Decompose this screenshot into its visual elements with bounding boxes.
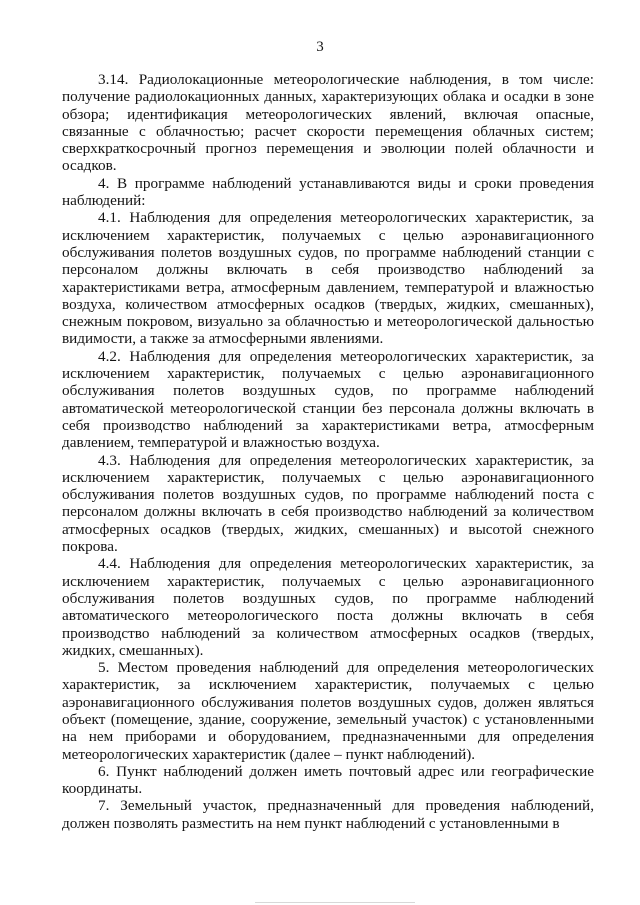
page-number: 3 (316, 39, 324, 55)
paragraph-6: 6. Пункт наблюдений должен иметь почтовый адрес или географические координаты. (62, 762, 594, 798)
paragraph-7: 7. Земельный участок, предназначенный для проведения наблюдений, должен позволять разместить на нем пункт наблюдений с установленными в (62, 797, 594, 832)
paragraph-5: 5. Местом проведения наблюдений для определения метеорологических характеристик, за исключением характеристик, получаемых с целью аэронавигационного обслуживания полетов воздушных судов, должен являться объект (помещение, здание, сооружение, земельный участок) с установленными на нем приборами и оборудованием, предназначенными для определения метеорологических характеристик (далее – пункт наблюдений). (62, 659, 594, 763)
scan-edge-line (255, 902, 415, 903)
document-body (62, 71, 594, 832)
paragraph-4-1: 4.1. Наблюдения для определения метеорологических характеристик, за исключением характеристик, получаемых с целью аэронавигационного обслуживания полетов воздушных судов, по программе наблюдений станции с персоналом должны включать в себя производство наблюдений за характеристиками ветра, атмосферным давлением, температурой и влажностью воздуха, количеством атмосферных осадков (твердых, жидких, смешанных), снежным покровом, визуально за облачностью и метеорологической дальностью видимости, а также за атмосферными явлениями. (62, 209, 594, 348)
paragraph-4-2: 4.2. Наблюдения для определения метеорологических характеристик, за исключением характеристик, получаемых с целью аэронавигационного обслуживания полетов воздушных судов, по программе наблюдений автоматической метеорологической станции без персонала должны включать в себя производство наблюдений за характеристиками ветра, атмосферным давлением, температурой и влажностью воздуха. (62, 347, 594, 452)
paragraph-4-4: 4.4. Наблюдения для определения метеорологических характеристик, за исключением характеристик, получаемых с целью аэронавигационного обслуживания полетов воздушных судов, по программе наблюдений автоматического метеорологического поста должны включать в себя производство наблюдений за количеством атмосферных осадков (твердых, жидких, смешанных). (62, 555, 594, 659)
paragraph-4-3: 4.3. Наблюдения для определения метеорологических характеристик, за исключением характеристик, получаемых с целью аэронавигационного обслуживания полетов воздушных судов, по программе наблюдений поста с персоналом должны включать в себя производство наблюдений за количеством атмосферных осадков (твердых, жидких, смешанных) и высотой снежного покрова. (62, 451, 594, 556)
paragraph-3-14: 3.14. Радиолокационные метеорологические наблюдения, в том числе: получение радиолокационных данных, характеризующих облака и осадки в зоне обзора; идентификация метеорологических явлений, включая опасные, связанные с облачностью; расчет скорости перемещения облачных систем; сверхкраткосрочный прогноз перемещения и эволюции полей облачности и осадков. (62, 71, 594, 175)
paragraph-4: 4. В программе наблюдений устанавливаются виды и сроки проведения наблюдений: (62, 174, 594, 210)
